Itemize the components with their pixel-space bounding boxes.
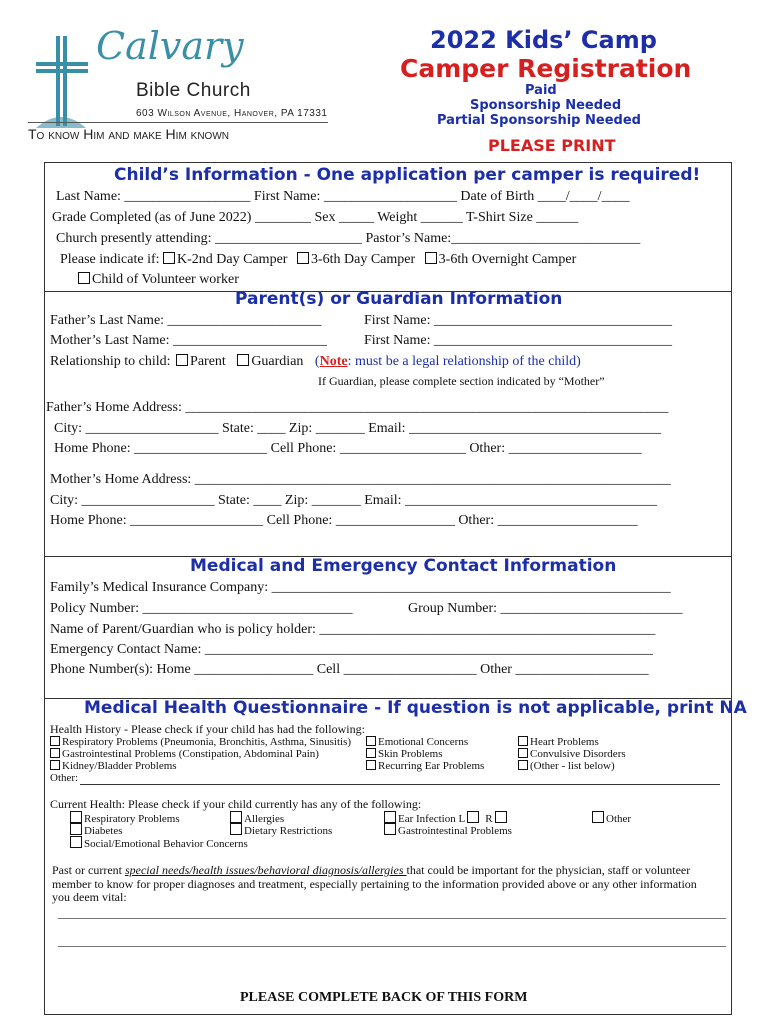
medical-heading: Medical and Emergency Contact Information <box>190 556 617 576</box>
father-first-name: First Name: __________________________________ <box>364 313 672 328</box>
checkbox-36-overnight[interactable] <box>425 252 437 264</box>
insurance-row: Family’s Medical Insurance Company: _________________________________________________________ <box>50 580 671 595</box>
health-heading: Medical Health Questionnaire - If question is not applicable, print NA <box>84 698 747 718</box>
father-address: Father’s Home Address: _____________________________________________________________________ <box>46 400 669 415</box>
logo-address: 603 Wilson Avenue, Hanover, PA 17331 <box>136 108 328 119</box>
status-partial: Partial Sponsorship Needed <box>437 113 641 128</box>
logo-rule <box>28 122 328 123</box>
label-c-diabetes: Diabetes <box>84 825 123 837</box>
policy-holder-row: Name of Parent/Guardian who is policy holder: ________________________________________________ <box>50 622 656 637</box>
checkbox-c-dietary[interactable] <box>230 823 242 835</box>
volunteer-row <box>78 272 239 288</box>
history-item-heart <box>518 736 599 748</box>
history-item-respiratory <box>50 736 351 748</box>
emergency-contact-row: Emergency Contact Name: ________________________________________________________________ <box>50 642 653 657</box>
label-c-allergies: Allergies <box>244 813 285 825</box>
label-c-dietary: Dietary Restrictions <box>244 825 333 837</box>
label-h-kidney: Kidney/Bladder Problems <box>62 760 177 772</box>
mother-first-name: First Name: __________________________________ <box>364 333 672 348</box>
current-item-dietary <box>230 823 332 837</box>
checkbox-h-gastro[interactable] <box>50 748 60 758</box>
logo-calvary: Calvary <box>96 24 244 68</box>
history-other-label: Other: <box>50 772 79 784</box>
phone-numbers-row: Phone Number(s): Home _________________ Cell ___________________ Other ___________________ <box>50 662 649 677</box>
please-print: PLEASE PRINT <box>488 136 616 155</box>
answer-line-2[interactable] <box>58 946 726 947</box>
label-36-day: 3-6th Day Camper <box>310 252 416 267</box>
current-item-social <box>70 836 248 850</box>
past-needs-line1 <box>52 863 690 878</box>
checkbox-c-ear-left[interactable] <box>467 811 479 823</box>
past-needs-emphasis: special needs/health issues/behavioral diagnosis/allergies <box>124 863 407 877</box>
checkbox-c-respiratory[interactable] <box>70 811 82 823</box>
father-city-row: City: ___________________ State: ____ Zip: _______ Email: ____________________________________ <box>54 421 662 436</box>
checkbox-c-allergies[interactable] <box>230 811 242 823</box>
checkbox-h-skin[interactable] <box>366 748 376 758</box>
policy-number: Policy Number: ______________________________ <box>50 601 353 616</box>
label-c-gastro: Gastrointestinal Problems <box>398 825 512 837</box>
history-item-gastro <box>50 748 319 760</box>
status-paid: Paid <box>525 83 557 98</box>
checkbox-h-emotional[interactable] <box>366 736 376 746</box>
past-post: that could be important for the physician, staff or volunteer <box>406 863 691 877</box>
father-last-name: Father’s Last Name: ______________________ <box>50 313 322 328</box>
history-other-line[interactable] <box>80 772 720 785</box>
checkbox-h-heart[interactable] <box>518 736 528 746</box>
child-row-church: Church presently attending: _____________________ Pastor’s Name:___________________________ <box>56 231 641 246</box>
past-needs-line2: member to know for proper diagnoses and treatment, especially pertaining to the information provided above or any other information <box>52 877 697 891</box>
label-36-overnight: 3-6th Overnight Camper <box>438 252 577 267</box>
checkbox-k2-day[interactable] <box>163 252 175 264</box>
page-title: 2022 Kids’ Camp <box>430 26 657 54</box>
current-item-gastro <box>384 823 512 837</box>
group-number: Group Number: __________________________ <box>408 601 683 616</box>
mother-address: Mother’s Home Address: ____________________________________________________________________ <box>50 472 671 487</box>
label-guardian: Guardian <box>251 354 304 369</box>
history-item-convulsive <box>518 748 626 760</box>
cross-icon <box>36 36 98 128</box>
mother-last-name: Mother’s Last Name: ______________________ <box>50 333 327 348</box>
logo-tagline: To know Him and make Him known <box>28 126 229 142</box>
history-item-other <box>518 760 615 772</box>
checkbox-36-day[interactable] <box>297 252 309 264</box>
indicate-label: Please indicate if: <box>60 252 160 267</box>
current-intro: Current Health: Please check if your child currently has any of the following: <box>50 797 422 811</box>
page-subtitle: Camper Registration <box>400 54 692 83</box>
label-h-gastro: Gastrointestinal Problems (Constipation, Abdominal Pain) <box>62 748 319 760</box>
checkbox-c-gastro[interactable] <box>384 823 396 835</box>
checkbox-c-social[interactable] <box>70 836 82 848</box>
label-h-respiratory: Respiratory Problems (Pneumonia, Bronchitis, Asthma, Sinusitis) <box>62 736 352 748</box>
child-row-grade: Grade Completed (as of June 2022) ________ Sex _____ Weight ______ T-Shirt Size ______ <box>52 210 579 225</box>
checkbox-parent[interactable] <box>176 354 188 366</box>
history-item-ear <box>366 760 484 772</box>
camper-type-row <box>60 252 576 268</box>
logo-bible-church: Bible Church <box>136 80 251 101</box>
checkbox-guardian[interactable] <box>237 354 249 366</box>
father-phone-row: Home Phone: ___________________ Cell Phone: __________________ Other: ___________________ <box>54 441 642 456</box>
guardian-note: If Guardian, please complete section indicated by “Mother” <box>318 374 605 388</box>
label-h-ear: Recurring Ear Problems <box>378 760 485 772</box>
child-row-names: Last Name: __________________ First Name: ___________________ Date of Birth ____/____/____ <box>56 189 630 204</box>
label-k2-day: K-2nd Day Camper <box>177 252 288 267</box>
mother-phone-row: Home Phone: ___________________ Cell Phone: _________________ Other: ____________________ <box>50 513 638 528</box>
answer-line-1[interactable] <box>58 918 726 919</box>
label-h-convulsive: Convulsive Disorders <box>530 748 626 760</box>
status-sponsorship: Sponsorship Needed <box>470 98 622 113</box>
note-open: ( <box>314 354 320 369</box>
checkbox-h-convulsive[interactable] <box>518 748 528 758</box>
history-item-emotional <box>366 736 468 748</box>
checkbox-volunteer-child[interactable] <box>78 272 90 284</box>
mother-city-row: City: ___________________ State: ____ Zip: _______ Email: ____________________________________ <box>50 493 658 508</box>
checkbox-c-ear[interactable] <box>384 811 396 823</box>
history-item-skin <box>366 748 442 760</box>
history-intro: Health History - Please check if your child has had the following: <box>50 722 365 736</box>
label-c-other: Other <box>606 813 632 825</box>
label-h-emotional: Emotional Concerns <box>378 736 469 748</box>
current-item-other <box>592 811 631 825</box>
church-logo <box>28 22 338 152</box>
label-c-social: Social/Emotional Behavior Concerns <box>84 838 248 850</box>
label-h-other: (Other - list below) <box>530 760 615 772</box>
past-needs-line3: you deem vital: <box>52 890 127 904</box>
checkbox-h-respiratory[interactable] <box>50 736 60 746</box>
label-h-skin: Skin Problems <box>378 748 443 760</box>
label-parent: Parent <box>190 354 226 369</box>
checkbox-c-diabetes[interactable] <box>70 823 82 835</box>
parent-heading: Parent(s) or Guardian Information <box>235 289 563 309</box>
label-h-heart: Heart Problems <box>530 736 599 748</box>
relationship-row <box>50 354 581 370</box>
checkbox-h-other[interactable] <box>518 760 528 770</box>
note-word: Note <box>319 354 348 369</box>
past-pre: Past or current <box>52 863 125 877</box>
label-c-ear-left: Ear Infection L <box>398 813 466 825</box>
footer-note: PLEASE COMPLETE BACK OF THIS FORM <box>240 990 528 1005</box>
label-c-ear-right: R <box>485 813 493 825</box>
label-c-respiratory: Respiratory Problems <box>84 813 180 825</box>
checkbox-c-other[interactable] <box>592 811 604 823</box>
current-item-diabetes <box>70 823 122 837</box>
label-volunteer-child: Child of Volunteer worker <box>92 272 239 287</box>
child-heading: Child’s Information - One application per camper is required! <box>114 165 701 185</box>
note-text: : must be a legal relationship of the child) <box>347 354 581 369</box>
checkbox-c-ear-right[interactable] <box>495 811 507 823</box>
relationship-label: Relationship to child: <box>50 354 171 369</box>
checkbox-h-kidney[interactable] <box>50 760 60 770</box>
checkbox-h-ear[interactable] <box>366 760 376 770</box>
history-item-kidney <box>50 760 177 772</box>
